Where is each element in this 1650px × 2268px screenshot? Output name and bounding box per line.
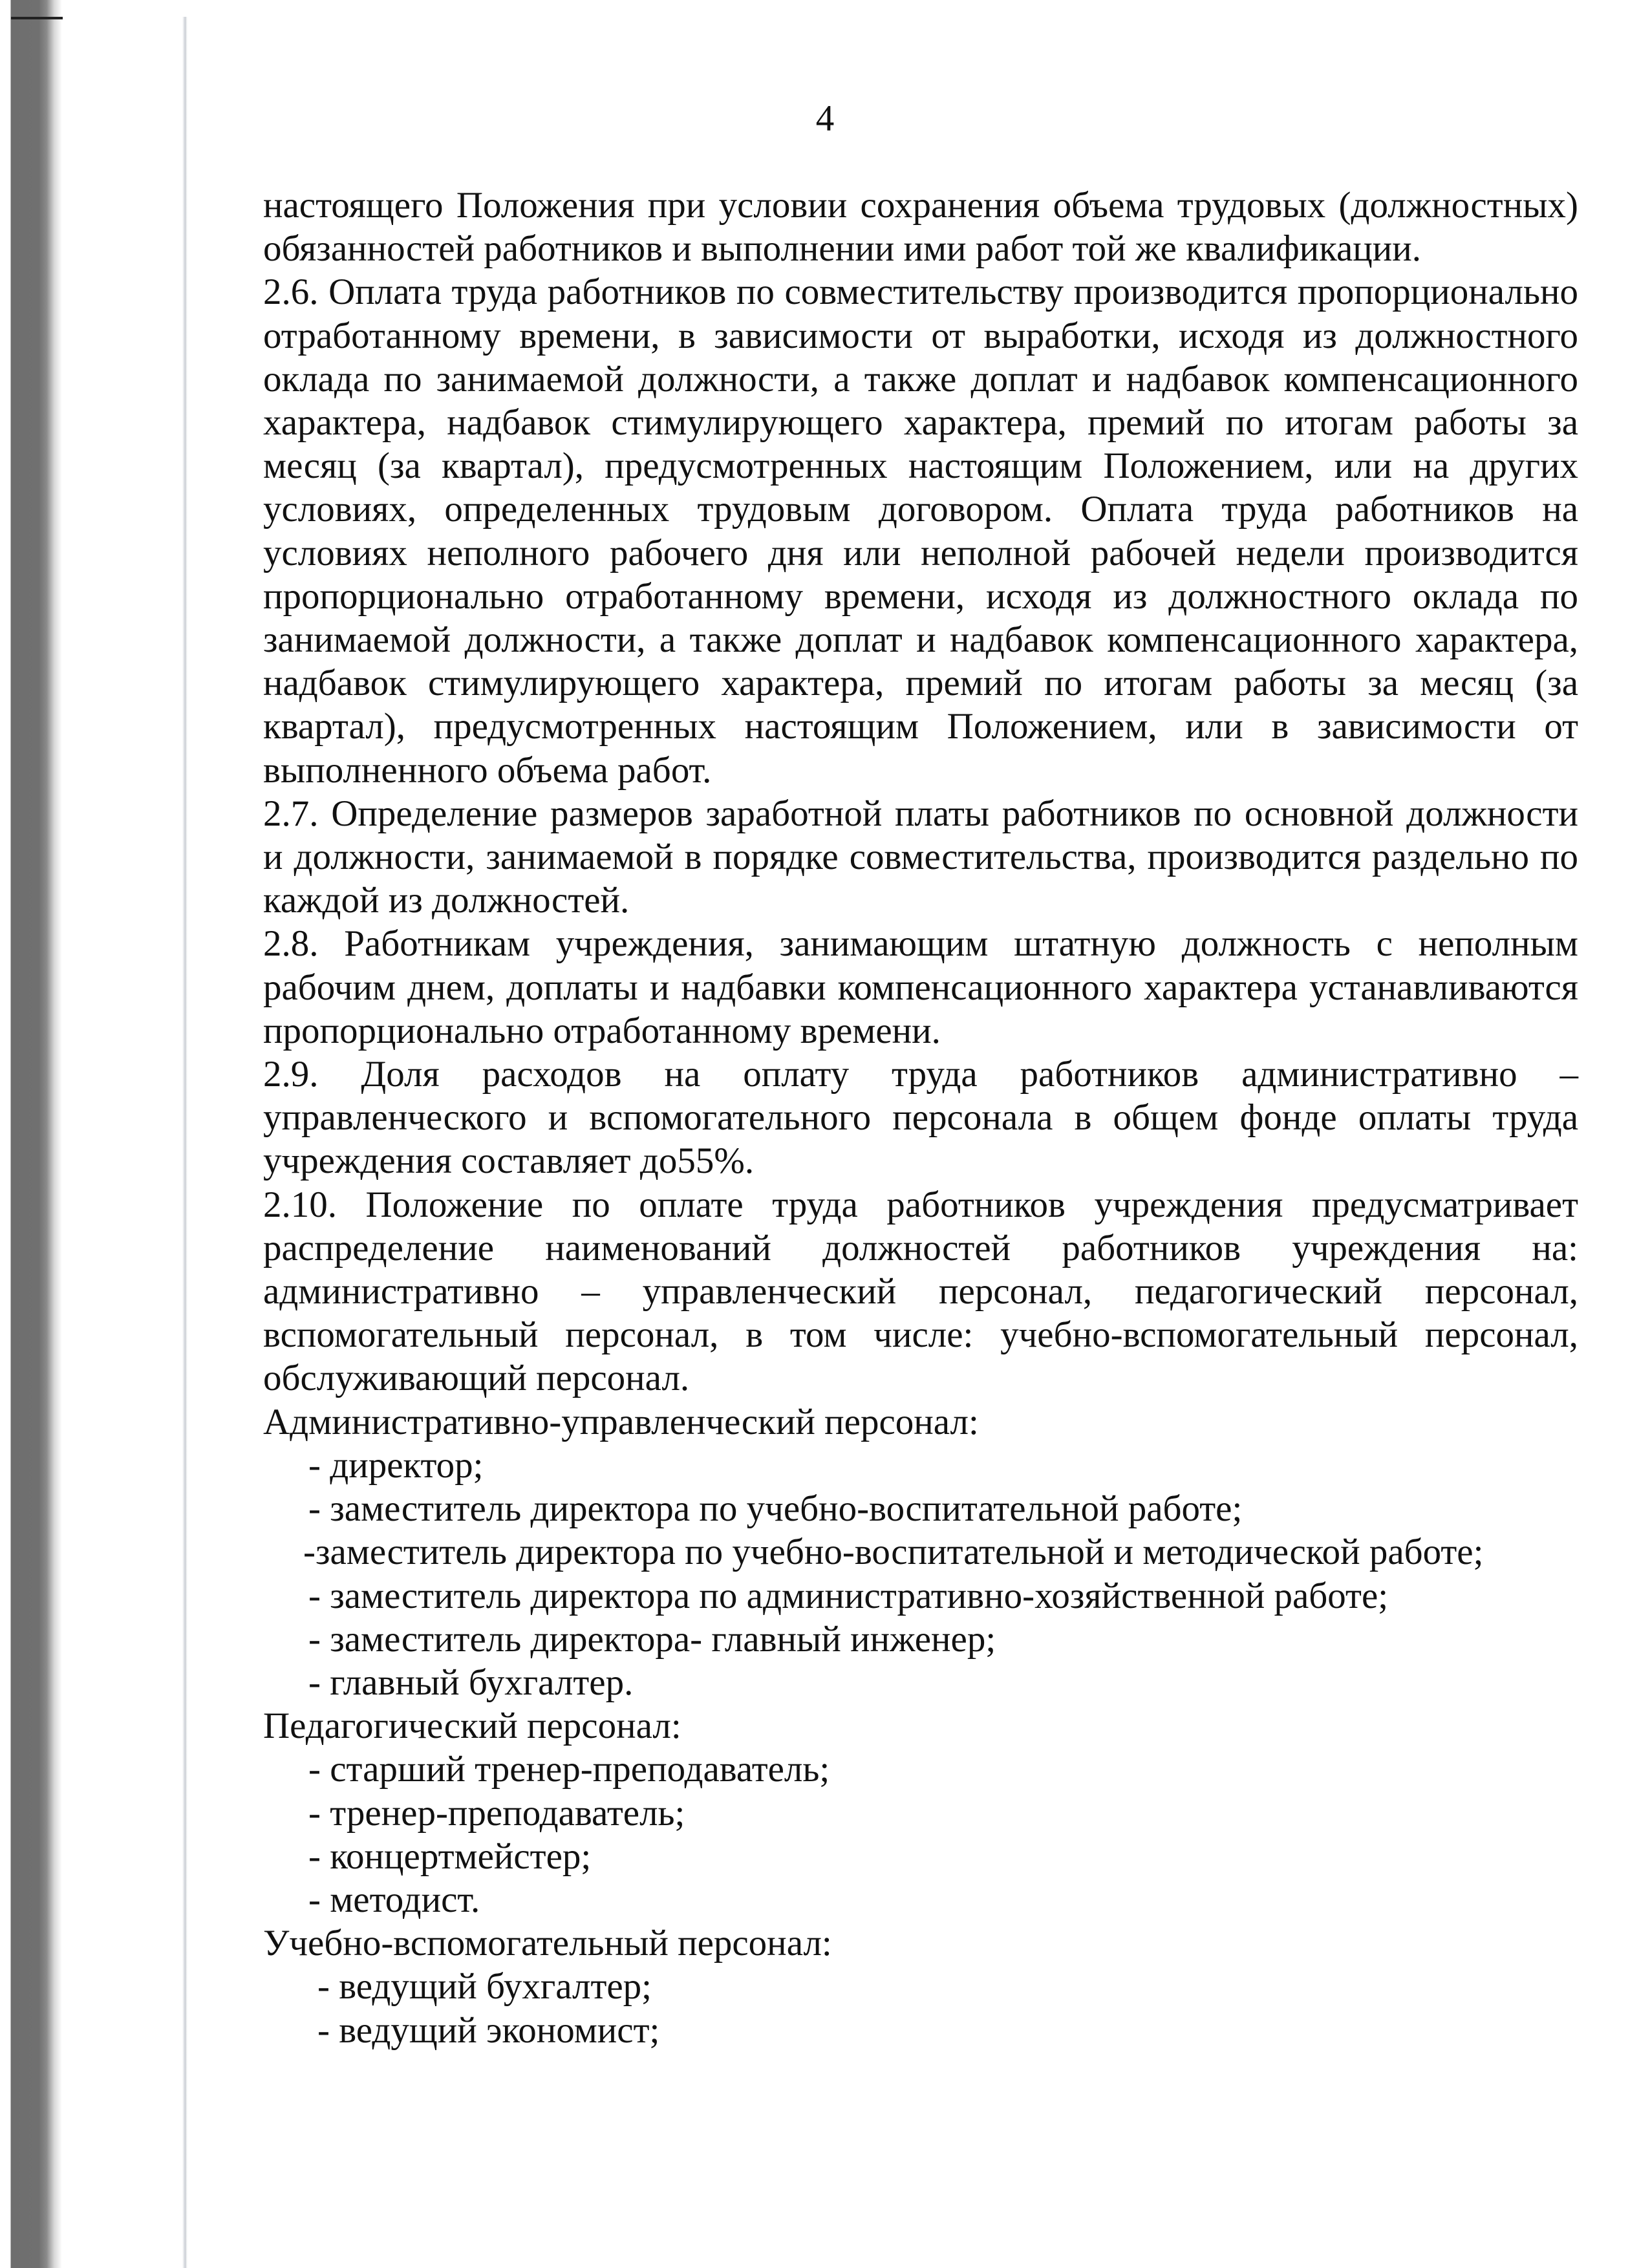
list-item: - ведущий экономист; xyxy=(317,2009,660,2051)
staff-group-educational-support xyxy=(263,1921,1578,2052)
paragraph-2-7: 2.7. Определение размеров заработной платы работников по основной должности и должности, занимаемой в порядке совместительства, производится раздельно по каждой из должностей. xyxy=(263,793,1578,921)
staff-group-heading: Учебно-вспомогательный персонал: xyxy=(263,1923,832,1964)
staff-group-heading: Педагогический персонал: xyxy=(263,1706,681,1747)
scan-left-edge xyxy=(0,0,65,2268)
list-item: - заместитель директора по учебно-воспитательной работе; xyxy=(308,1488,1243,1530)
page-number: 4 xyxy=(815,98,835,139)
scan-top-mark xyxy=(11,17,63,19)
list-item: - концертмейстер; xyxy=(308,1835,592,1877)
list-item: -заместитель директора по учебно-воспитательной и методической работе; xyxy=(303,1532,1484,1573)
list-item: - главный бухгалтер. xyxy=(308,1662,634,1703)
list-item: - ведущий бухгалтер; xyxy=(317,1966,652,2007)
staff-group-heading: Административно-управленческий персонал: xyxy=(263,1401,979,1442)
binding-fold-line xyxy=(182,17,188,2268)
list-item: - заместитель директора по административно-хозяйственной работе; xyxy=(308,1575,1389,1616)
document-body xyxy=(263,184,1578,2052)
list-item: - методист. xyxy=(308,1879,480,1920)
list-item: - заместитель директора- главный инженер; xyxy=(308,1618,996,1660)
staff-group-administrative xyxy=(263,1400,1578,1704)
list-item: - директор; xyxy=(308,1444,484,1486)
list-item: - старший тренер-преподаватель; xyxy=(308,1749,830,1790)
paragraph-2-8: 2.8. Работникам учреждения, занимающим штатную должность с неполным рабочим днем, доплаты и надбавки компенсационного характера устанавливаются пропорционально отработанному времени. xyxy=(263,923,1578,1051)
paragraph-2-9: 2.9. Доля расходов на оплату труда работников административно – управленческого и вспомогательного персонала в общем фонде оплаты труда учреждения составляет до55%. xyxy=(263,1054,1578,1182)
list-item: - тренер-преподаватель; xyxy=(308,1792,685,1834)
paragraph-continuation: настоящего Положения при условии сохранения объема трудовых (должностных) обязанностей работников и выполнении ими работ той же квалификации. xyxy=(263,185,1578,270)
staff-group-pedagogical xyxy=(263,1704,1578,1921)
paragraph-2-6: 2.6. Оплата труда работников по совместительству производится пропорционально отработанному времени, в зависимости от выработки, исходя из должностного оклада по занимаемой должности, а также доплат и надбавок компенсационного характера, надбавок стимулирующего характера, премий по итогам работы за месяц (за квартал), предусмотренных настоящим Положением, или на других условиях, определенных трудовым договором. Оплата труда работников на условиях неполного рабочего дня или неполной рабочей недели производится пропорционально отработанному времени, исходя из должностного оклада по занимаемой должности, а также доплат и надбавок компенсационного характера, надбавок стимулирующего характера, премий по итогам работы за месяц (за квартал), предусмотренных настоящим Положением, или в зависимости от выполненного объема работ. xyxy=(263,272,1578,791)
paragraph-2-10: 2.10. Положение по оплате труда работников учреждения предусматривает распределение наименований должностей работников учреждения на: административно – управленческий персонал, педагогический персонал, вспомогательный персонал, в том числе: учебно-вспомогательный персонал, обслуживающий персонал. xyxy=(263,1184,1578,1399)
